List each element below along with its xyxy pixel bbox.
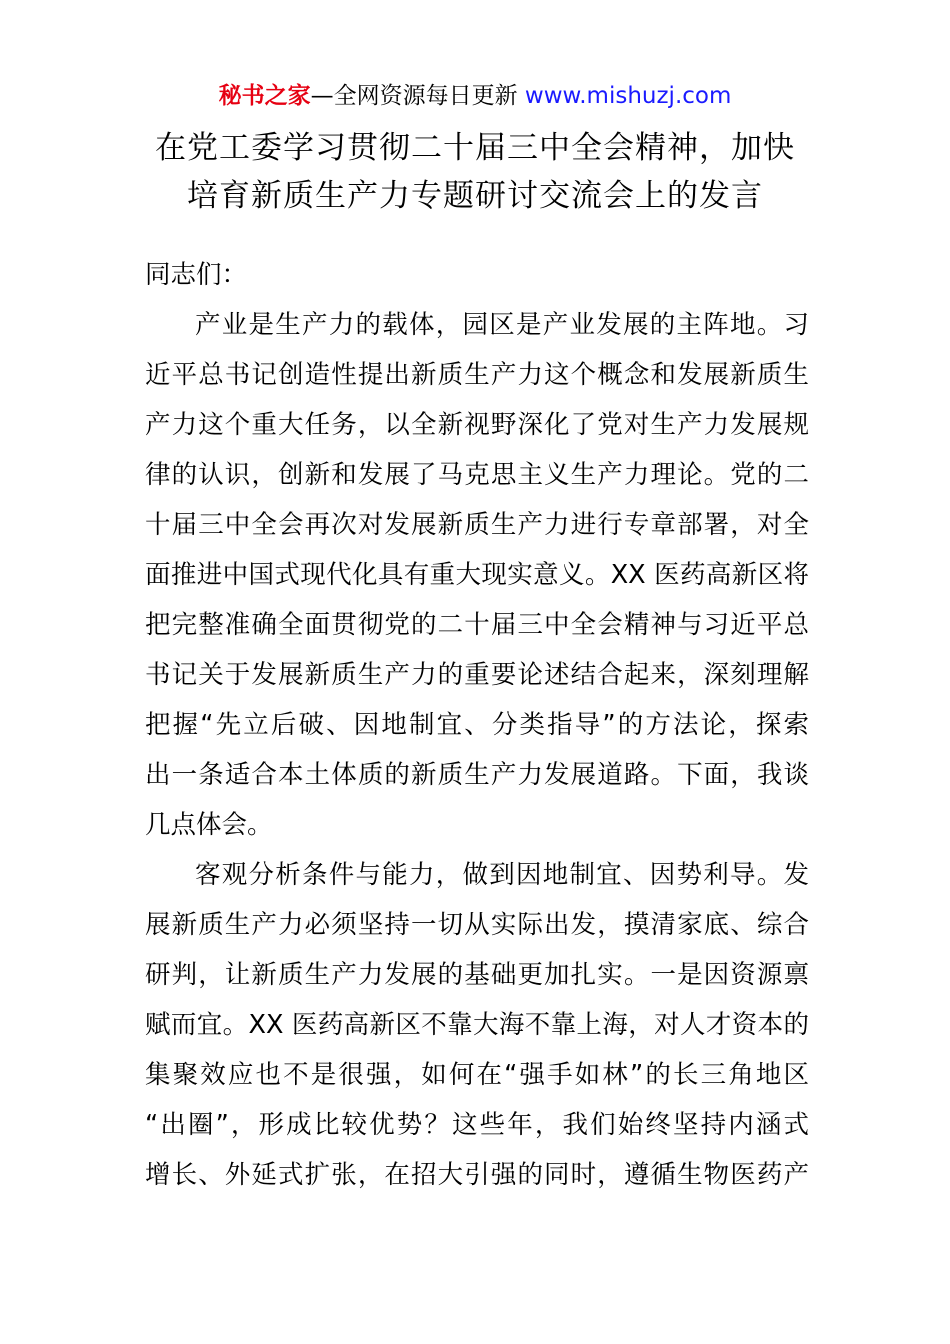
salutation: 同志们： — [145, 260, 248, 290]
title-line-2: 培育新质生产力专题研讨交流会上的发言 — [187, 178, 763, 214]
paragraph-line: 产业是生产力的载体，园区是产业发展的主阵地。习 — [195, 310, 809, 340]
paragraph-line: 赋而宜。XX 医药高新区不靠大海不靠上海，对人才资本的 — [145, 1010, 809, 1040]
paragraph-line: 出一条适合本土体质的新质生产力发展道路。下面，我谈 — [145, 760, 809, 790]
document-body — [145, 250, 809, 1200]
paragraph-line: 几点体会。 — [145, 810, 273, 840]
document-title — [0, 124, 950, 220]
paragraph-line: 律的认识，创新和发展了马克思主义生产力理论。党的二 — [145, 460, 809, 490]
paragraph-line: 客观分析条件与能力，做到因地制宜、因势利导。发 — [195, 860, 809, 890]
paragraph-1 — [145, 300, 809, 850]
paragraph-line: 研判，让新质生产力发展的基础更加扎实。一是因资源禀 — [145, 960, 809, 990]
paragraph-line: 集聚效应也不是很强，如何在“强手如林”的长三角地区 — [145, 1060, 809, 1090]
site-brand: 秘书之家 — [218, 83, 311, 109]
paragraph-line: 面推进中国式现代化具有重大现实意义。XX 医药高新区将 — [145, 560, 809, 590]
title-line-1: 在党工委学习贯彻二十届三中全会精神，加快 — [155, 130, 795, 166]
paragraph-line: 把完整准确全面贯彻党的二十届三中全会精神与习近平总 — [145, 610, 809, 640]
paragraph-line: 书记关于发展新质生产力的重要论述结合起来，深刻理解 — [145, 660, 809, 690]
paragraph-line: 十届三中全会再次对发展新质生产力进行专章部署，对全 — [145, 510, 809, 540]
paragraph-line: 增长、外延式扩张，在招大引强的同时，遵循生物医药产 — [145, 1160, 809, 1190]
site-url-link[interactable]: www.mishuzj.com — [524, 83, 732, 109]
paragraph-line: 产力这个重大任务，以全新视野深化了党对生产力发展规 — [145, 410, 809, 440]
site-slogan: —全网资源每日更新 — [310, 83, 525, 109]
paragraph-line: 展新质生产力必须坚持一切从实际出发，摸清家底、综合 — [145, 910, 809, 940]
paragraph-line: 把握“先立后破、因地制宜、分类指导”的方法论，探索 — [145, 710, 809, 740]
paragraph-line: 近平总书记创造性提出新质生产力这个概念和发展新质生 — [145, 360, 809, 390]
paragraph-2 — [145, 850, 809, 1200]
paragraph-line: “出圈”，形成比较优势？这些年，我们始终坚持内涵式 — [145, 1110, 809, 1140]
site-header — [0, 80, 950, 112]
